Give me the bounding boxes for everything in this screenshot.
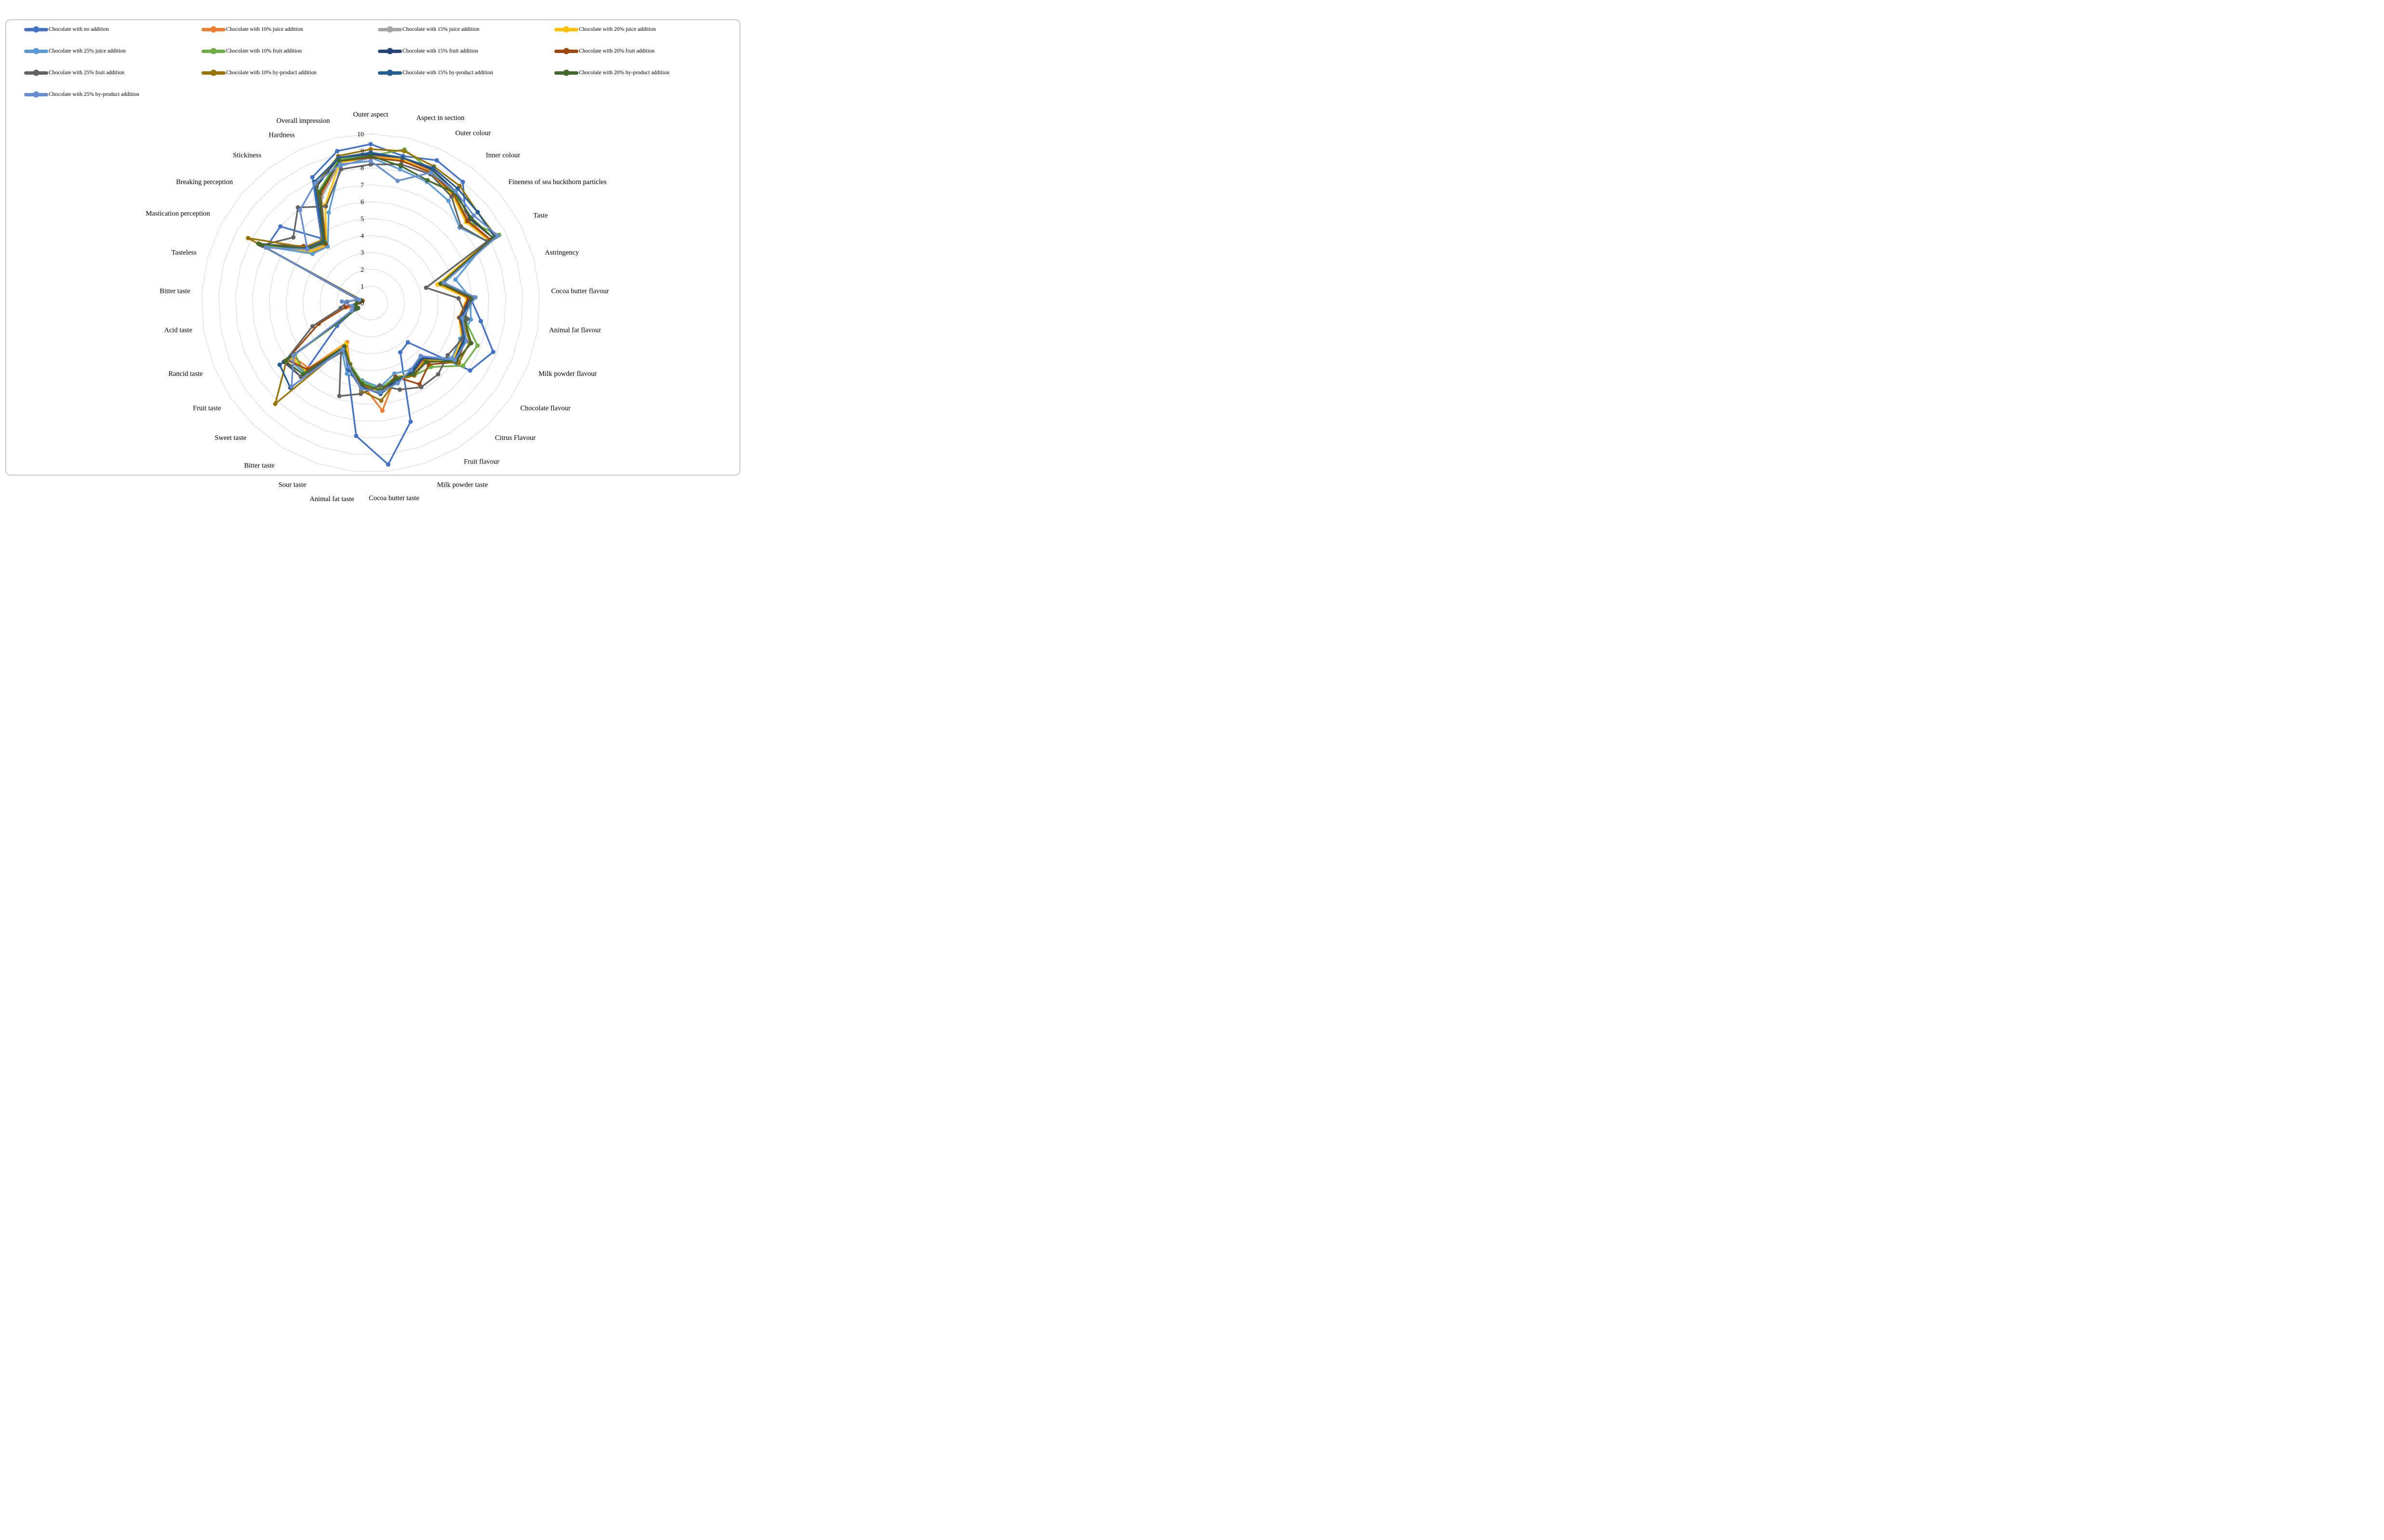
- series-point-marker: [317, 190, 321, 195]
- legend-item-label: Chocolate with 15% fruit addition: [402, 48, 479, 54]
- radial-axis-tick-label: 10: [357, 131, 364, 138]
- axis-category-label: Stickiness: [233, 151, 262, 159]
- axis-category-label: Hardness: [268, 131, 295, 139]
- axis-category-label: Cocoa butter flavour: [551, 287, 609, 295]
- axis-category-label: Fruit taste: [193, 404, 221, 412]
- axis-category-label: Chocolate flavour: [520, 404, 571, 412]
- axis-category-label: Tasteless: [171, 249, 197, 257]
- series-point-marker: [465, 219, 469, 223]
- axis-category-label: Acid taste: [164, 326, 192, 334]
- legend-item-label: Chocolate with 10% by-product addition: [226, 70, 317, 76]
- series-point-marker: [324, 204, 328, 209]
- series-point-marker: [398, 350, 402, 355]
- axis-category-label: Fineness of sea buckthorn particles: [508, 178, 607, 186]
- axis-category-label: Animal fat flavour: [549, 326, 602, 334]
- legend-item-label: Chocolate with 25% by-product addition: [49, 92, 139, 97]
- legend-item-label: Chocolate with 10% juice addition: [226, 27, 303, 32]
- series-point-marker: [496, 234, 500, 238]
- series-point-marker: [425, 178, 429, 183]
- series-point-marker: [475, 344, 480, 348]
- series-point-marker: [406, 340, 410, 345]
- series-point-marker: [305, 247, 309, 252]
- radial-axis-tick-label: 7: [361, 182, 364, 189]
- series-point-marker: [445, 353, 450, 358]
- series-point-marker: [298, 208, 302, 212]
- axis-category-label: Breaking perception: [176, 178, 233, 186]
- series-point-marker: [398, 387, 402, 392]
- series-point-marker: [360, 382, 364, 386]
- radial-axis-tick-label: 3: [361, 249, 364, 257]
- series-point-marker: [310, 324, 315, 329]
- series-point-marker: [301, 372, 305, 376]
- series-point-marker: [399, 164, 403, 168]
- axis-category-label: Citrus Flavour: [495, 434, 536, 442]
- series-point-marker: [473, 295, 478, 300]
- legend-item-label: Chocolate with 20% fruit addition: [579, 48, 655, 54]
- series-point-marker: [419, 385, 423, 389]
- legend-item-label: Chocolate with 20% by-product addition: [579, 70, 670, 76]
- series-point-marker: [377, 383, 382, 387]
- series-point-marker: [436, 372, 440, 376]
- axis-category-label: Mastication perception: [146, 210, 210, 218]
- series-point-marker: [475, 210, 480, 214]
- legend-item-label: Chocolate with 25% juice addition: [49, 48, 126, 54]
- series-point-marker: [435, 158, 439, 162]
- series-point-marker: [491, 350, 496, 354]
- series-point-marker: [368, 154, 373, 158]
- legend-item-label: Chocolate with 25% fruit addition: [49, 70, 125, 76]
- series-point-marker: [468, 368, 472, 372]
- axis-category-label: Astringency: [545, 249, 579, 257]
- radar-series-10: [246, 147, 498, 406]
- series-point-marker: [339, 167, 343, 172]
- series-point-marker: [322, 240, 327, 245]
- series-point-marker: [395, 179, 400, 183]
- axis-category-label: Outer colour: [455, 129, 491, 137]
- series-point-marker: [310, 252, 315, 256]
- axis-category-label: Rancid taste: [168, 370, 203, 378]
- radial-axis-tick-label: 6: [361, 199, 364, 206]
- axis-category-label: Milk powder taste: [437, 481, 488, 489]
- series-point-marker: [424, 360, 429, 364]
- series-point-marker: [449, 195, 454, 199]
- axis-category-label: Overall impression: [276, 117, 330, 125]
- radial-axis-tick-label: 0: [361, 300, 364, 307]
- series-point-marker: [289, 385, 294, 389]
- axis-category-label: Milk powder flavour: [538, 370, 597, 378]
- series-point-marker: [337, 394, 341, 398]
- series-point-marker: [368, 142, 373, 146]
- axis-category-label: Aspect in section: [416, 114, 465, 122]
- series-point-marker: [424, 286, 428, 290]
- radial-axis-tick-label: 5: [361, 215, 364, 223]
- series-point-marker: [380, 409, 385, 413]
- axis-category-label: Taste: [533, 212, 548, 220]
- series-point-marker: [411, 372, 415, 376]
- legend-item-label: Chocolate with no addition: [49, 27, 109, 32]
- series-point-marker: [379, 398, 383, 403]
- series-line: [266, 144, 493, 465]
- radar-category-labels: [146, 111, 609, 503]
- series-point-marker: [246, 236, 250, 240]
- series-point-marker: [256, 241, 261, 246]
- series-point-marker: [283, 359, 287, 363]
- series-point-marker: [431, 166, 435, 170]
- series-point-marker: [335, 149, 339, 153]
- figure: [0, 0, 745, 503]
- series-point-marker: [402, 149, 406, 153]
- series-point-marker: [341, 347, 345, 352]
- radial-axis-tick-label: 2: [361, 266, 364, 274]
- legend-item-label: Chocolate with 15% juice addition: [402, 27, 480, 32]
- series-point-marker: [464, 339, 469, 344]
- radar-chart: [0, 0, 745, 503]
- axis-category-label: Bitter taste: [244, 462, 275, 470]
- axis-category-label: Sweet taste: [214, 434, 247, 442]
- axis-category-label: Bitter taste: [160, 287, 190, 295]
- series-point-marker: [338, 306, 343, 310]
- series-point-marker: [349, 308, 354, 313]
- series-point-marker: [453, 358, 457, 362]
- series-point-marker: [471, 213, 476, 218]
- series-point-marker: [401, 156, 405, 160]
- radar-gridline-ring: [219, 151, 523, 454]
- series-point-marker: [368, 159, 373, 163]
- axis-category-label: Fruit flavour: [464, 458, 500, 466]
- series-point-marker: [345, 372, 349, 376]
- series-point-marker: [442, 280, 446, 285]
- series-point-marker: [469, 341, 473, 345]
- legend-item-label: Chocolate with 15% by-product addition: [402, 70, 493, 76]
- series-point-marker: [278, 224, 282, 228]
- series-point-marker: [454, 189, 458, 194]
- axis-category-label: Inner colour: [485, 151, 521, 159]
- legend-item-label: Chocolate with 10% fruit addition: [226, 48, 302, 54]
- series-point-marker: [408, 420, 413, 424]
- series-point-marker: [394, 376, 398, 381]
- series-point-marker: [338, 162, 342, 167]
- series-point-marker: [291, 235, 295, 239]
- series-point-marker: [273, 401, 278, 406]
- series-point-marker: [359, 386, 363, 391]
- radial-axis-tick-label: 9: [361, 148, 364, 156]
- series-point-marker: [461, 180, 465, 184]
- radar-gridline-ring: [320, 249, 421, 354]
- series-point-marker: [453, 278, 457, 282]
- radar-gridline-ring: [303, 236, 438, 371]
- radial-axis-tick-label: 4: [361, 232, 364, 240]
- series-point-marker: [313, 181, 317, 186]
- series-point-marker: [479, 319, 483, 323]
- series-point-marker: [326, 211, 331, 215]
- axis-category-label: Outer aspect: [353, 111, 388, 119]
- axis-category-label: Animal fat taste: [309, 495, 354, 503]
- series-point-marker: [446, 199, 451, 203]
- series-point-marker: [264, 245, 268, 250]
- series-point-marker: [350, 304, 354, 308]
- axis-category-label: Sour taste: [278, 481, 307, 489]
- series-point-marker: [292, 353, 296, 358]
- series-point-marker: [456, 296, 461, 301]
- series-point-marker: [395, 381, 400, 385]
- series-point-marker: [386, 462, 390, 466]
- series-point-marker: [418, 354, 423, 358]
- series-point-marker: [409, 368, 413, 372]
- legend-item-label: Chocolate with 20% juice addition: [579, 27, 656, 32]
- series-point-marker: [354, 434, 358, 438]
- axis-category-label: Cocoa butter taste: [369, 494, 419, 502]
- series-point-marker: [340, 299, 344, 304]
- series-point-marker: [310, 175, 315, 179]
- radial-axis-tick-label: 1: [361, 283, 364, 291]
- series-point-marker: [378, 390, 383, 394]
- radial-axis-tick-label: 8: [361, 165, 364, 173]
- series-point-marker: [429, 171, 433, 175]
- series-point-marker: [461, 363, 465, 368]
- series-point-marker: [347, 365, 351, 370]
- series-point-marker: [459, 224, 463, 228]
- series-point-marker: [278, 362, 282, 367]
- series-point-marker: [460, 316, 465, 320]
